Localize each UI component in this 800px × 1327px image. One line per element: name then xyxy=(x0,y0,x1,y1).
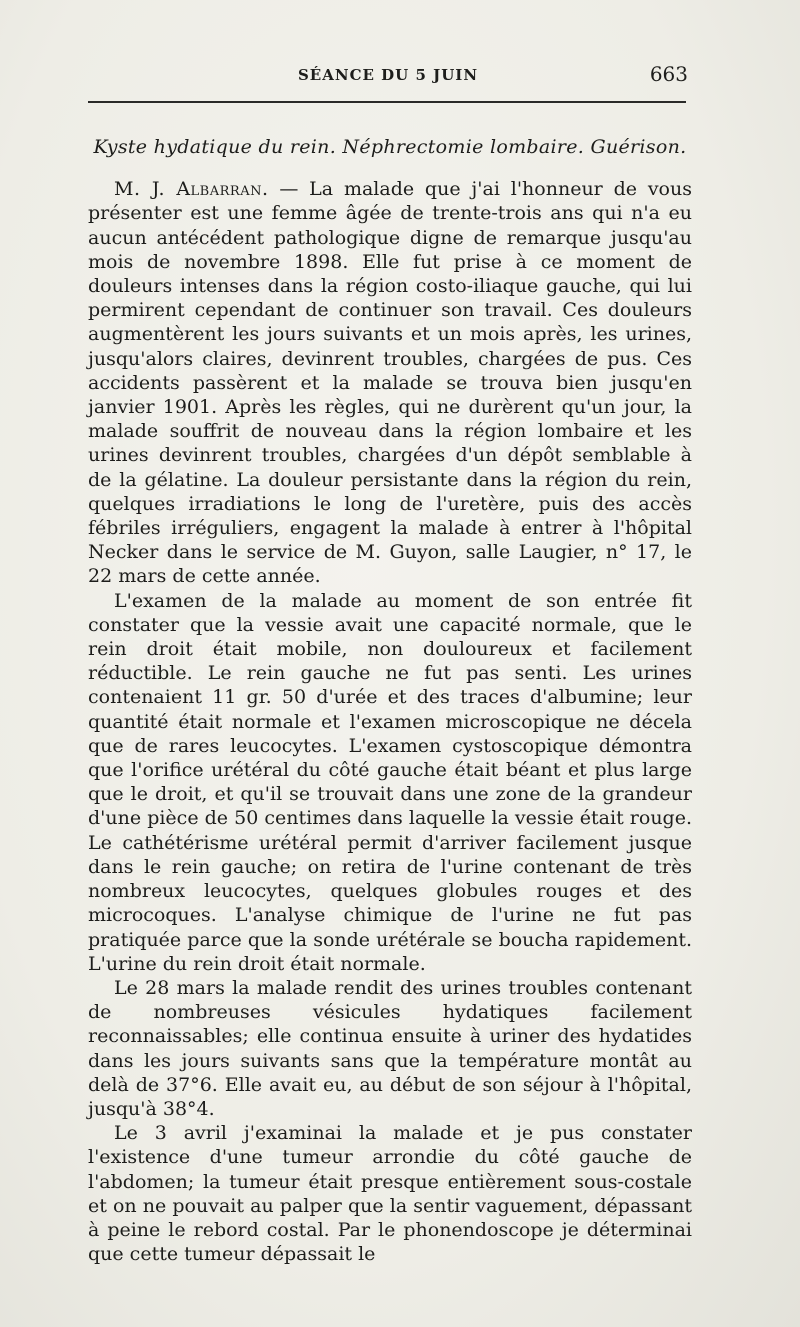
paragraph-1-text: — La malade que j'ai l'honneur de vous présenter est une femme âgée de trente-trois ans qui n'a eu aucun antécédent pathologique digne de remarque jusqu'au mois de novembre 1898. Elle fut prise à ce moment de douleurs intenses dans la région costo-iliaque gauche, qui lui permirent cependant de continuer son travail. Ces douleurs augmentèrent les jours suivants et un mois après, les urines, jusqu'alors claires, devinrent troubles, chargées de pus. Ces accidents passèrent et la malade se trouva bien jusqu'en janvier 1901. Après les règles, qui ne durèrent qu'un jour, la malade souffrit de nouveau dans la région lombaire et les urines devinrent troubles, chargées d'un dépôt semblable à de la gélatine. La douleur persistante dans la région du rein, quelques irradiations le long de l'uretère, puis des accès fébriles irréguliers, engagent la malade à entrer à l'hôpital Necker dans le service de M. Guyon, salle Laugier, n° 17, le 22 mars de cette année. xyxy=(88,178,692,588)
article-body xyxy=(88,135,692,1266)
paragraph-1 xyxy=(88,177,692,588)
page-header xyxy=(88,62,688,88)
header-rule xyxy=(88,101,686,103)
article-title: Kyste hydatique du rein. Néphrectomie lombaire. Guérison. xyxy=(93,136,687,158)
paragraph-4: Le 3 avril j'examinai la malade et je pus constater l'existence d'une tumeur arrondie du côté gauche de l'abdomen; la tumeur était presque entièrement sous-costale et on ne pouvait au palper que la sentir vaguement, dépassant à peine le rebord costal. Par le phonendoscope je déterminai que cette tumeur dépassait le xyxy=(88,1122,692,1266)
paragraph-2: L'examen de la malade au moment de son entrée fit constater que la vessie avait une capacité normale, que le rein droit était mobile, non douloureux et facilement réductible. Le rein gauche ne fut pas senti. Les urines contenaient 11 gr. 50 d'urée et des traces d'albumine; leur quantité était normale et l'examen microscopique ne décela que de rares leucocytes. L'examen cystoscopique démontra que l'orifice urétéral du côté gauche était béant et plus large que le droit, et qu'il se trouvait dans une zone de la grandeur d'une pièce de 50 centimes dans laquelle la vessie était rouge. Le cathétérisme urétéral permit d'arriver facilement jusque dans le rein gauche; on retira de l'urine contenant de très nombreux leucocytes, quelques globules rouges et des microcoques. L'analyse chimique de l'urine ne fut pas pratiquée parce que la sonde urétérale se boucha rapidement. L'urine du rein droit était normale. xyxy=(88,589,692,975)
speaker-name: M. J. Albarran. xyxy=(114,178,269,201)
paragraph-3: Le 28 mars la malade rendit des urines troubles contenant de nombreuses vésicules hydatiques facilement reconnaissables; elle continua ensuite à uriner des hydatides dans les jours suivants sans que la température montât au delà de 37°6. Elle avait eu, au début de son séjour à l'hôpital, jusqu'à 38°4. xyxy=(88,976,692,1120)
page-number: 663 xyxy=(649,62,688,86)
running-head: SÉANCE DU 5 JUIN xyxy=(297,66,479,84)
